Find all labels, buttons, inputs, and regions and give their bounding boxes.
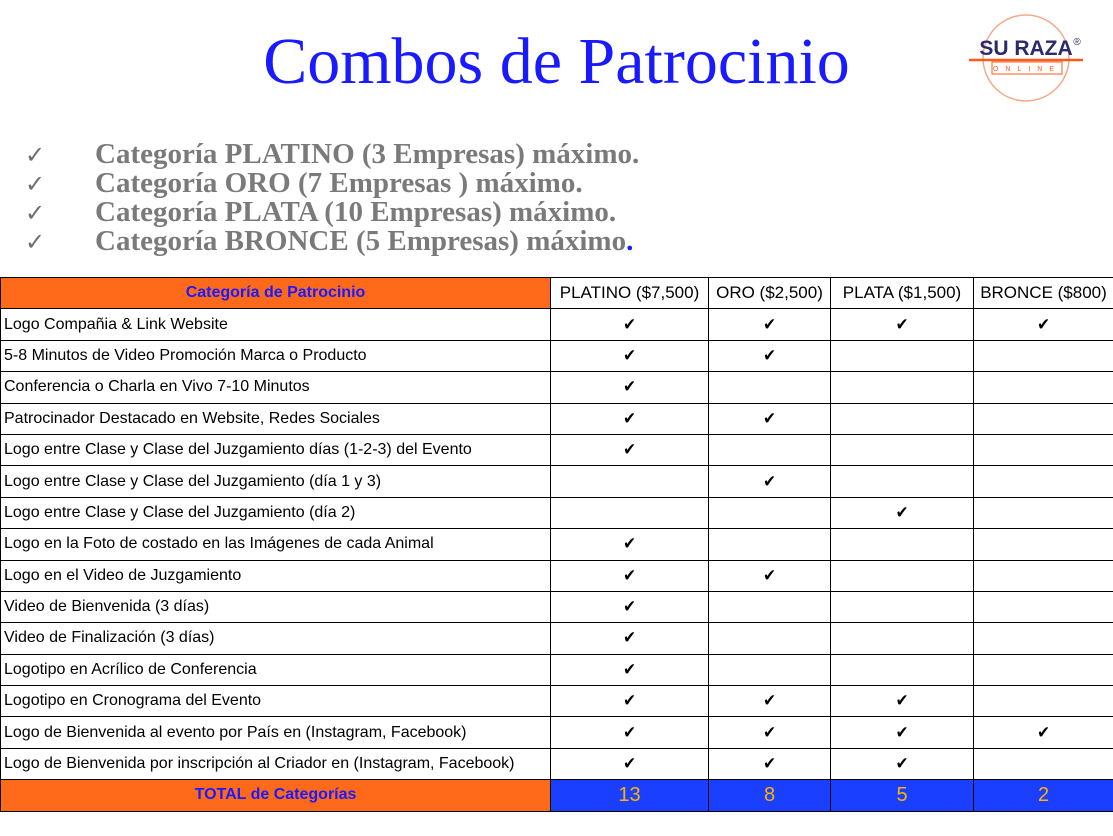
header-platino: PLATINO ($7,500) [551, 278, 709, 309]
cell-oro [709, 591, 831, 622]
cell-plata [831, 434, 974, 465]
cell-bronce [974, 372, 1113, 403]
cell-platino [551, 654, 709, 685]
table-row [1, 686, 1113, 717]
cell-plata [831, 748, 974, 779]
table-header-row [1, 278, 1113, 309]
table-row [1, 497, 1113, 528]
row-label: Logotipo en Cronograma del Evento [1, 686, 551, 717]
cell-platino [551, 623, 709, 654]
cell-bronce [974, 529, 1113, 560]
table-row [1, 623, 1113, 654]
check-icon: ✔ [623, 659, 636, 680]
bullet-item [25, 198, 639, 227]
cell-oro [709, 434, 831, 465]
bullet-item [25, 227, 639, 256]
cell-plata [831, 466, 974, 497]
cell-oro [709, 340, 831, 371]
cell-platino [551, 340, 709, 371]
check-icon: ✔ [763, 471, 776, 492]
total-plata: 5 [831, 780, 974, 811]
logo-sub: ONLINE [992, 66, 1062, 73]
check-icon: ✔ [763, 722, 776, 743]
cell-oro [709, 309, 831, 340]
table-row [1, 748, 1113, 779]
table-body [1, 309, 1113, 780]
check-icon: ✔ [623, 565, 636, 586]
total-bronce: 2 [974, 780, 1113, 811]
row-label: Patrocinador Destacado en Website, Redes Sociales [1, 403, 551, 434]
check-icon: ✔ [763, 314, 776, 335]
table-row [1, 434, 1113, 465]
check-icon: ✔ [763, 345, 776, 366]
total-label: TOTAL de Categorías [1, 780, 551, 811]
check-icon: ✔ [623, 408, 636, 429]
check-icon: ✔ [623, 754, 636, 775]
table-row [1, 372, 1113, 403]
logo-registered: ® [1073, 37, 1081, 48]
check-icon: ✔ [763, 408, 776, 429]
cell-plata [831, 654, 974, 685]
cell-oro [709, 623, 831, 654]
cell-plata [831, 497, 974, 528]
cell-bronce [974, 623, 1113, 654]
cell-platino [551, 434, 709, 465]
cell-oro [709, 560, 831, 591]
check-icon: ✔ [895, 691, 909, 712]
table-row [1, 529, 1113, 560]
cell-platino [551, 748, 709, 779]
cell-oro [709, 466, 831, 497]
cell-plata [831, 560, 974, 591]
cell-bronce [974, 654, 1113, 685]
cell-platino [551, 497, 709, 528]
check-icon: ✔ [1037, 722, 1050, 743]
check-icon: ✔ [623, 597, 636, 618]
check-icon: ✔ [623, 534, 636, 555]
row-label: Logo en el Video de Juzgamiento [1, 560, 551, 591]
cell-plata [831, 372, 974, 403]
row-label: Logo de Bienvenida por inscripción al Criador en (Instagram, Facebook) [1, 748, 551, 779]
cell-platino [551, 560, 709, 591]
cell-oro [709, 529, 831, 560]
check-icon: ✔ [623, 314, 636, 335]
row-label: Logo entre Clase y Clase del Juzgamiento (día 1 y 3) [1, 466, 551, 497]
cell-oro [709, 717, 831, 748]
row-label: Logo Compañia & Link Website [1, 309, 551, 340]
header-oro: ORO ($2,500) [709, 278, 831, 309]
row-label: Logo de Bienvenida al evento por País en (Instagram, Facebook) [1, 717, 551, 748]
cell-plata [831, 340, 974, 371]
cell-bronce [974, 560, 1113, 591]
cell-plata [831, 623, 974, 654]
bullet-suffix: . [626, 225, 634, 257]
bullet-item [25, 169, 639, 198]
cell-bronce [974, 717, 1113, 748]
checkmark-icon: ✓ [25, 169, 46, 198]
cell-bronce [974, 497, 1113, 528]
total-oro: 8 [709, 780, 831, 811]
row-label: Conferencia o Charla en Vivo 7-10 Minutos [1, 372, 551, 403]
header-plata: PLATA ($1,500) [831, 278, 974, 309]
table-row [1, 717, 1113, 748]
check-icon: ✔ [895, 502, 909, 523]
bullet-item [25, 140, 639, 169]
table-row [1, 403, 1113, 434]
check-icon: ✔ [623, 377, 636, 398]
cell-plata [831, 591, 974, 622]
header-bronce: BRONCE ($800) [974, 278, 1113, 309]
cell-bronce [974, 309, 1113, 340]
check-icon: ✔ [623, 691, 636, 712]
row-label: Video de Bienvenida (3 días) [1, 591, 551, 622]
cell-plata [831, 529, 974, 560]
bullet-text: Categoría PLATA (10 Empresas) máximo. [95, 196, 617, 228]
cell-platino [551, 372, 709, 403]
row-label: Logo en la Foto de costado en las Imágenes de cada Animal [1, 529, 551, 560]
page-title: Combos de Patrocinio [263, 25, 850, 98]
table-row [1, 340, 1113, 371]
check-icon: ✔ [895, 722, 909, 743]
cell-platino [551, 717, 709, 748]
cell-bronce [974, 340, 1113, 371]
cell-oro [709, 403, 831, 434]
cell-plata [831, 403, 974, 434]
cell-oro [709, 372, 831, 403]
check-icon: ✔ [763, 691, 776, 712]
cell-platino [551, 591, 709, 622]
cell-bronce [974, 434, 1113, 465]
table-row [1, 654, 1113, 685]
cell-plata [831, 717, 974, 748]
check-icon: ✔ [763, 565, 776, 586]
row-label: Logo entre Clase y Clase del Juzgamiento días (1-2-3) del Evento [1, 434, 551, 465]
check-icon: ✔ [623, 345, 636, 366]
check-icon: ✔ [623, 628, 636, 649]
cell-platino [551, 686, 709, 717]
row-label: 5-8 Minutos de Video Promoción Marca o Producto [1, 340, 551, 371]
sponsorship-table [0, 277, 1113, 812]
cell-bronce [974, 403, 1113, 434]
cell-oro [709, 748, 831, 779]
cell-plata [831, 686, 974, 717]
cell-oro [709, 497, 831, 528]
check-icon: ✔ [763, 754, 776, 775]
checkmark-icon: ✓ [25, 198, 46, 227]
bullet-text: Categoría PLATINO (3 Empresas) máximo. [95, 138, 640, 170]
header-category: Categoría de Patrocinio [1, 278, 551, 309]
total-platino: 13 [551, 780, 709, 811]
cell-platino [551, 403, 709, 434]
cell-oro [709, 686, 831, 717]
bullet-text: Categoría BRONCE (5 Empresas) máximo [95, 225, 627, 257]
checkmark-icon: ✓ [25, 140, 46, 169]
total-row [1, 780, 1113, 811]
check-icon: ✔ [623, 440, 636, 461]
cell-bronce [974, 748, 1113, 779]
table-row [1, 560, 1113, 591]
check-icon: ✔ [895, 754, 909, 775]
checkmark-icon: ✓ [25, 227, 46, 256]
logo-graphic [966, 12, 1086, 104]
su-raza-logo [966, 12, 1086, 104]
check-icon: ✔ [895, 314, 909, 335]
row-label: Logotipo en Acrílico de Conferencia [1, 654, 551, 685]
cell-platino [551, 529, 709, 560]
check-icon: ✔ [623, 722, 636, 743]
row-label: Logo entre Clase y Clase del Juzgamiento (día 2) [1, 497, 551, 528]
cell-oro [709, 654, 831, 685]
table-row [1, 309, 1113, 340]
cell-plata [831, 309, 974, 340]
table-row [1, 591, 1113, 622]
cell-platino [551, 309, 709, 340]
cell-bronce [974, 466, 1113, 497]
row-label: Video de Finalización (3 días) [1, 623, 551, 654]
cell-platino [551, 466, 709, 497]
check-icon: ✔ [1037, 314, 1050, 335]
cell-bronce [974, 591, 1113, 622]
category-limits-list [25, 140, 639, 256]
cell-bronce [974, 686, 1113, 717]
bullet-text: Categoría ORO (7 Empresas ) máximo. [95, 167, 583, 199]
table-row [1, 466, 1113, 497]
logo-brand: SU RAZA [979, 37, 1073, 60]
